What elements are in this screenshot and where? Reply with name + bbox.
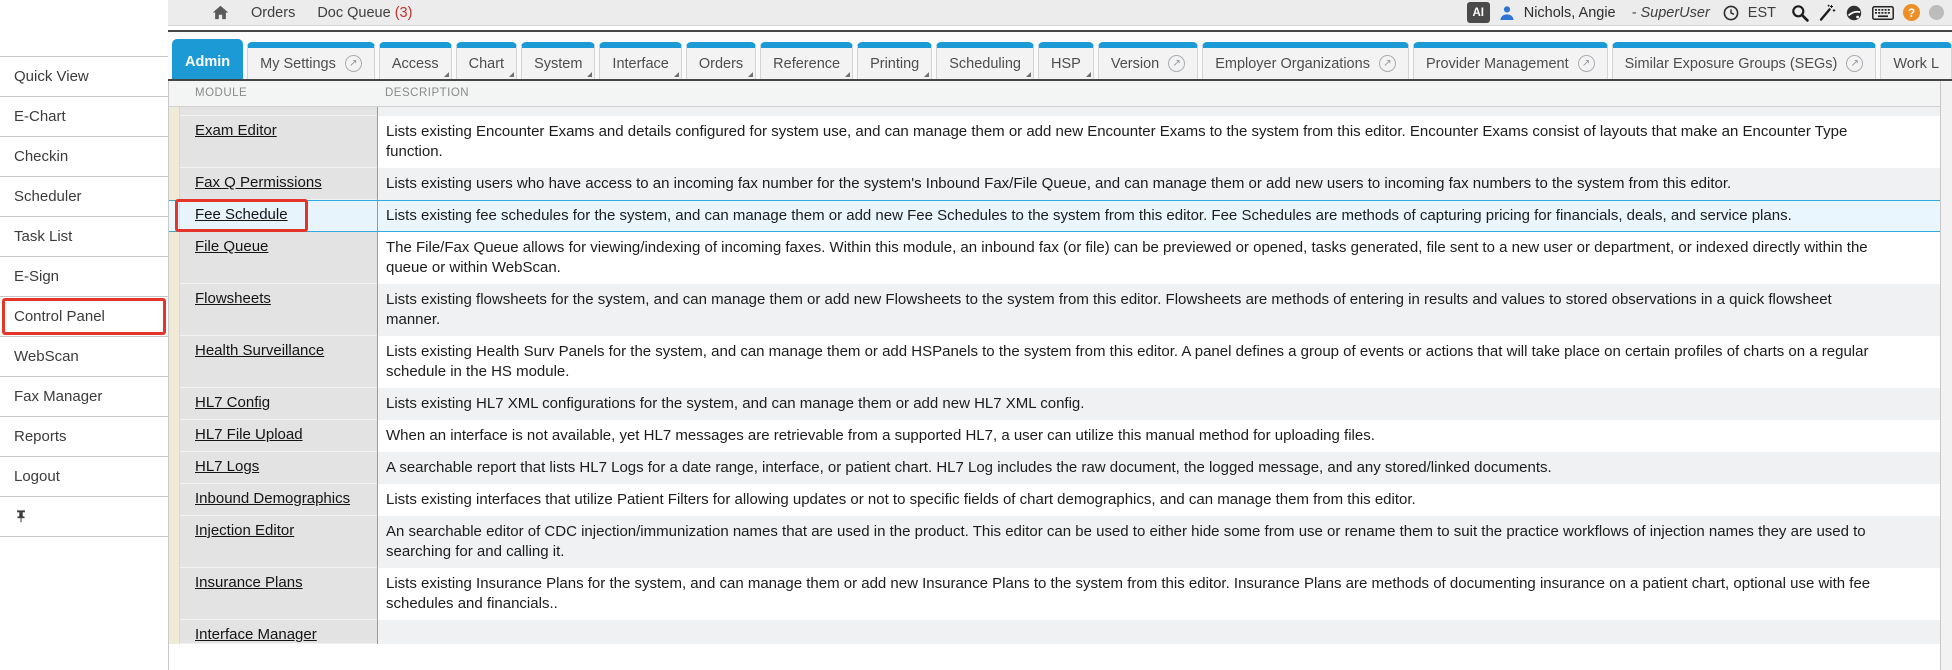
external-link-icon[interactable]: ↗ — [1379, 55, 1396, 72]
description-cell — [378, 107, 1940, 116]
external-link-icon[interactable]: ↗ — [1578, 55, 1595, 72]
module-link-fax-q-permissions[interactable]: Fax Q Permissions — [195, 174, 322, 191]
description-cell: Lists existing Insurance Plans for the system, and can manage them or add new Insurance Plans to the system from this editor. Insurance Plans are methods of documenting insurance on a patient chart, optional use with fee schedules and financials.. — [378, 568, 1940, 620]
tab-label: Admin — [185, 54, 231, 70]
module-link-interface-manager[interactable]: Interface Manager — [195, 626, 317, 643]
module-cell — [180, 336, 378, 388]
tab-label: Interface — [612, 55, 669, 72]
help-icon[interactable]: ? — [1903, 4, 1920, 21]
tab-access[interactable] — [379, 42, 452, 79]
description-cell: Lists existing Health Surv Panels for the system, and can manage them or add HSPanels to the system from this editor. A panel defines a group of events or actions that will take place on certain profiles of charts on a regular schedule in the HS module. — [378, 336, 1940, 388]
dropdown-caret-icon — [924, 72, 929, 77]
external-link-icon[interactable]: ↗ — [1846, 55, 1863, 72]
sidebar-item-label: Scheduler — [14, 188, 82, 205]
module-cell — [180, 484, 378, 516]
tab-label: Orders — [698, 55, 744, 72]
tab-label: System — [534, 55, 583, 72]
sidebar-item-fax-manager[interactable] — [0, 377, 168, 417]
row-edge-strip — [169, 201, 180, 231]
sidebar-item-webscan[interactable] — [0, 337, 168, 377]
top-bar — [168, 0, 1952, 26]
sidebar-item-task-list[interactable] — [0, 217, 168, 257]
module-link-hl7-config[interactable]: HL7 Config — [195, 394, 271, 411]
user-name: Nichols, Angie — [1523, 4, 1616, 21]
tab-strip — [168, 30, 1952, 81]
module-link-insurance-plans[interactable]: Insurance Plans — [195, 574, 303, 591]
globe-icon[interactable] — [1845, 4, 1863, 22]
sidebar-menu — [0, 56, 168, 537]
description-cell — [378, 620, 1940, 644]
doc-queue-count: (3) — [394, 4, 413, 21]
table-row-hl7-file-upload — [169, 420, 1940, 452]
description-cell: An searchable editor of CDC injection/immunization names that are used in the product. This editor can be used to either hide some from use or rename them to suit the practice workflows of injection names they are used to searching for and calling it. — [378, 516, 1940, 568]
tab-label: Scheduling — [949, 55, 1021, 72]
tab-chart[interactable] — [456, 42, 517, 79]
row-edge-strip — [169, 107, 180, 116]
sidebar-item-label: E-Chart — [14, 108, 66, 125]
tab-label: Printing — [870, 55, 920, 72]
dropdown-caret-icon — [674, 72, 679, 77]
row-edge-strip — [169, 168, 180, 200]
sidebar-item-label: E-Sign — [14, 268, 60, 285]
vertical-scrollbar[interactable] — [1940, 81, 1952, 670]
tab-label: Employer Organizations — [1215, 55, 1370, 72]
column-header-module: MODULE — [195, 87, 248, 99]
table-row-fax-q-permissions — [169, 168, 1940, 200]
tab-label: Chart — [468, 55, 505, 72]
module-cell — [180, 420, 378, 452]
sidebar-item-label: Logout — [14, 468, 60, 485]
sidebar-item-e-chart[interactable] — [0, 97, 168, 137]
tab-label: Reference — [773, 55, 841, 72]
tab-hsp[interactable] — [1038, 42, 1094, 79]
module-link-hl7-file-upload[interactable]: HL7 File Upload — [195, 426, 303, 443]
dropdown-caret-icon — [509, 72, 514, 77]
tab-label: Version — [1110, 55, 1160, 72]
module-link-exam-editor[interactable]: Exam Editor — [195, 122, 277, 139]
tab-label: Work L — [1893, 55, 1940, 72]
description-cell: When an interface is not available, yet HL7 messages are retrievable from a supported HL7, a user can utilize this manual method for uploading files. — [378, 420, 1940, 452]
module-cell — [180, 168, 378, 200]
sidebar-item-label: Quick View — [14, 68, 89, 85]
description-cell: Lists existing HL7 XML configurations for the system, and can manage them or add new HL7 XML config. — [378, 388, 1940, 420]
table-row-hl7-logs — [169, 452, 1940, 484]
tab-interface[interactable] — [599, 42, 681, 79]
module-cell — [180, 107, 378, 116]
module-table — [168, 81, 1940, 670]
dropdown-caret-icon — [845, 72, 850, 77]
table-body — [169, 107, 1940, 644]
sidebar-item-label: Control Panel — [14, 308, 105, 325]
module-cell — [180, 116, 378, 168]
dropdown-caret-icon — [1086, 72, 1091, 77]
module-cell — [180, 388, 378, 420]
dropdown-caret-icon — [748, 72, 753, 77]
timezone-label: EST — [1747, 4, 1776, 21]
tab-reference[interactable] — [760, 42, 853, 79]
row-edge-strip — [169, 568, 180, 620]
tab-provider-management[interactable] — [1413, 42, 1608, 79]
row-edge-strip — [169, 388, 180, 420]
module-cell — [180, 620, 378, 644]
tab-employer-organizations[interactable] — [1202, 42, 1409, 79]
doc-queue-label: Doc Queue — [317, 4, 391, 21]
home-icon[interactable] — [212, 5, 229, 20]
sidebar-item-e-sign[interactable] — [0, 257, 168, 297]
module-link-inbound-demographics[interactable]: Inbound Demographics — [195, 490, 351, 507]
sidebar-item-control-panel[interactable] — [0, 297, 168, 337]
description-cell: Lists existing users who have access to an incoming fax number for the system's Inbound Fax/File Queue, and can manage them or add new users to incoming fax numbers to the system from this editor. — [378, 168, 1940, 200]
sidebar-item-checkin[interactable] — [0, 137, 168, 177]
dropdown-caret-icon — [587, 72, 592, 77]
sidebar-item-quick-view[interactable] — [0, 57, 168, 97]
table-row-flowsheets — [169, 284, 1940, 336]
sidebar-item-label: Checkin — [14, 148, 69, 165]
table-row-inbound-demographics — [169, 484, 1940, 516]
magic-wand-icon[interactable] — [1818, 4, 1836, 22]
tab-label: My Settings — [260, 55, 336, 72]
row-edge-strip — [169, 284, 180, 336]
tab-similar-exposure-groups-segs[interactable] — [1612, 42, 1877, 79]
module-cell — [180, 201, 378, 231]
pushpin-icon — [14, 509, 28, 524]
description-cell: Lists existing fee schedules for the system, and can manage them or add new Fee Schedules to the system from this editor. Fee Schedules are methods of capturing pricing for financials, deals, and service plans. — [378, 201, 1940, 231]
search-icon[interactable] — [1791, 4, 1809, 22]
module-cell — [180, 232, 378, 284]
description-cell: Lists existing flowsheets for the system, and can manage them or add new Flowsheets to the system from this editor. Flowsheets are methods of entering in results and values to stored observations in a quick flowsheet manner. — [378, 284, 1940, 336]
sidebar-item-logout[interactable] — [0, 457, 168, 497]
description-cell: Lists existing Encounter Exams and details configured for system use, and can manage them or add new Encounter Exams to the system from this editor. Encounter Exams consist of layouts that make an Encounter Type function. — [378, 116, 1940, 168]
module-cell — [180, 452, 378, 484]
row-edge-strip — [169, 516, 180, 568]
tab-system[interactable] — [521, 42, 595, 79]
app-logo: AI — [1467, 2, 1490, 23]
module-link-injection-editor[interactable]: Injection Editor — [195, 522, 295, 539]
row-edge-strip — [169, 336, 180, 388]
row-edge-strip — [169, 420, 180, 452]
tab-version[interactable] — [1098, 42, 1198, 79]
status-indicator-icon — [1929, 5, 1944, 20]
table-row-file-queue — [169, 232, 1940, 284]
row-edge-strip — [169, 620, 180, 644]
module-cell — [180, 516, 378, 568]
tab-scheduling[interactable] — [936, 42, 1034, 79]
keyboard-icon[interactable] — [1872, 6, 1894, 20]
external-link-icon[interactable]: ↗ — [1168, 55, 1185, 72]
module-link-flowsheets[interactable]: Flowsheets — [195, 290, 271, 307]
table-row-interface-manager — [169, 620, 1940, 644]
sidebar-item-scheduler[interactable] — [0, 177, 168, 217]
tab-label: Provider Management — [1425, 55, 1569, 72]
row-edge-strip — [169, 232, 180, 284]
table-row-exam-editor — [169, 116, 1940, 168]
module-link-fee-schedule[interactable]: Fee Schedule — [195, 206, 288, 223]
table-row-health-surveillance — [169, 336, 1940, 388]
table-row-fee-schedule — [169, 200, 1940, 232]
module-link-health-surveillance[interactable]: Health Surveillance — [195, 342, 325, 359]
tab-label: Access — [391, 55, 439, 72]
module-cell — [180, 568, 378, 620]
sidebar-item-reports[interactable] — [0, 417, 168, 457]
tab-orders[interactable] — [686, 42, 756, 79]
tab-admin[interactable] — [172, 39, 243, 79]
clock-icon — [1723, 5, 1739, 21]
table-row-blank — [169, 107, 1940, 116]
table-header — [169, 81, 1940, 107]
dropdown-caret-icon — [444, 72, 449, 77]
nav-orders[interactable]: Orders — [251, 4, 296, 21]
sidebar-item-label: Reports — [14, 428, 67, 445]
column-header-description: DESCRIPTION — [385, 87, 470, 99]
tab-my-settings[interactable] — [247, 42, 375, 79]
module-cell — [180, 284, 378, 336]
table-row-injection-editor — [169, 516, 1940, 568]
sidebar-item-label: Fax Manager — [14, 388, 103, 405]
description-cell: A searchable report that lists HL7 Logs for a date range, interface, or patient chart. HL7 Log includes the raw document, the logged message, and any stored/linked documents. — [378, 452, 1940, 484]
sidebar-pin-button[interactable] — [0, 497, 168, 537]
tab-printing[interactable] — [857, 42, 932, 79]
user-icon[interactable] — [1499, 5, 1515, 21]
sidebar-item-label: Task List — [14, 228, 73, 245]
row-edge-strip — [169, 452, 180, 484]
table-row-insurance-plans — [169, 568, 1940, 620]
module-link-hl7-logs[interactable]: HL7 Logs — [195, 458, 260, 475]
dropdown-caret-icon — [1026, 72, 1031, 77]
table-row-hl7-config — [169, 388, 1940, 420]
tab-work-l[interactable] — [1880, 42, 1952, 79]
top-bar-right — [1467, 2, 1944, 23]
user-role: - SuperUser — [1631, 4, 1710, 21]
row-edge-strip — [169, 484, 180, 516]
sidebar-item-label: WebScan — [14, 348, 79, 365]
description-cell: Lists existing interfaces that utilize Patient Filters for allowing updates or not to specific fields of chart demographics, and can manage them from this editor. — [378, 484, 1940, 516]
row-edge-strip — [169, 116, 180, 168]
module-link-file-queue[interactable]: File Queue — [195, 238, 269, 255]
tab-label: Similar Exposure Groups (SEGs) — [1624, 55, 1838, 72]
sidebar — [0, 0, 168, 670]
external-link-icon[interactable]: ↗ — [345, 55, 362, 72]
description-cell: The File/Fax Queue allows for viewing/indexing of incoming faxes. Within this module, an inbound fax (or file) can be previewed or opened, tasks generated, file sent to a new user or department, or indexed directly within the queue or within WebScan. — [378, 232, 1940, 284]
nav-doc-queue[interactable] — [317, 5, 412, 21]
tab-label: HSP — [1051, 55, 1081, 72]
